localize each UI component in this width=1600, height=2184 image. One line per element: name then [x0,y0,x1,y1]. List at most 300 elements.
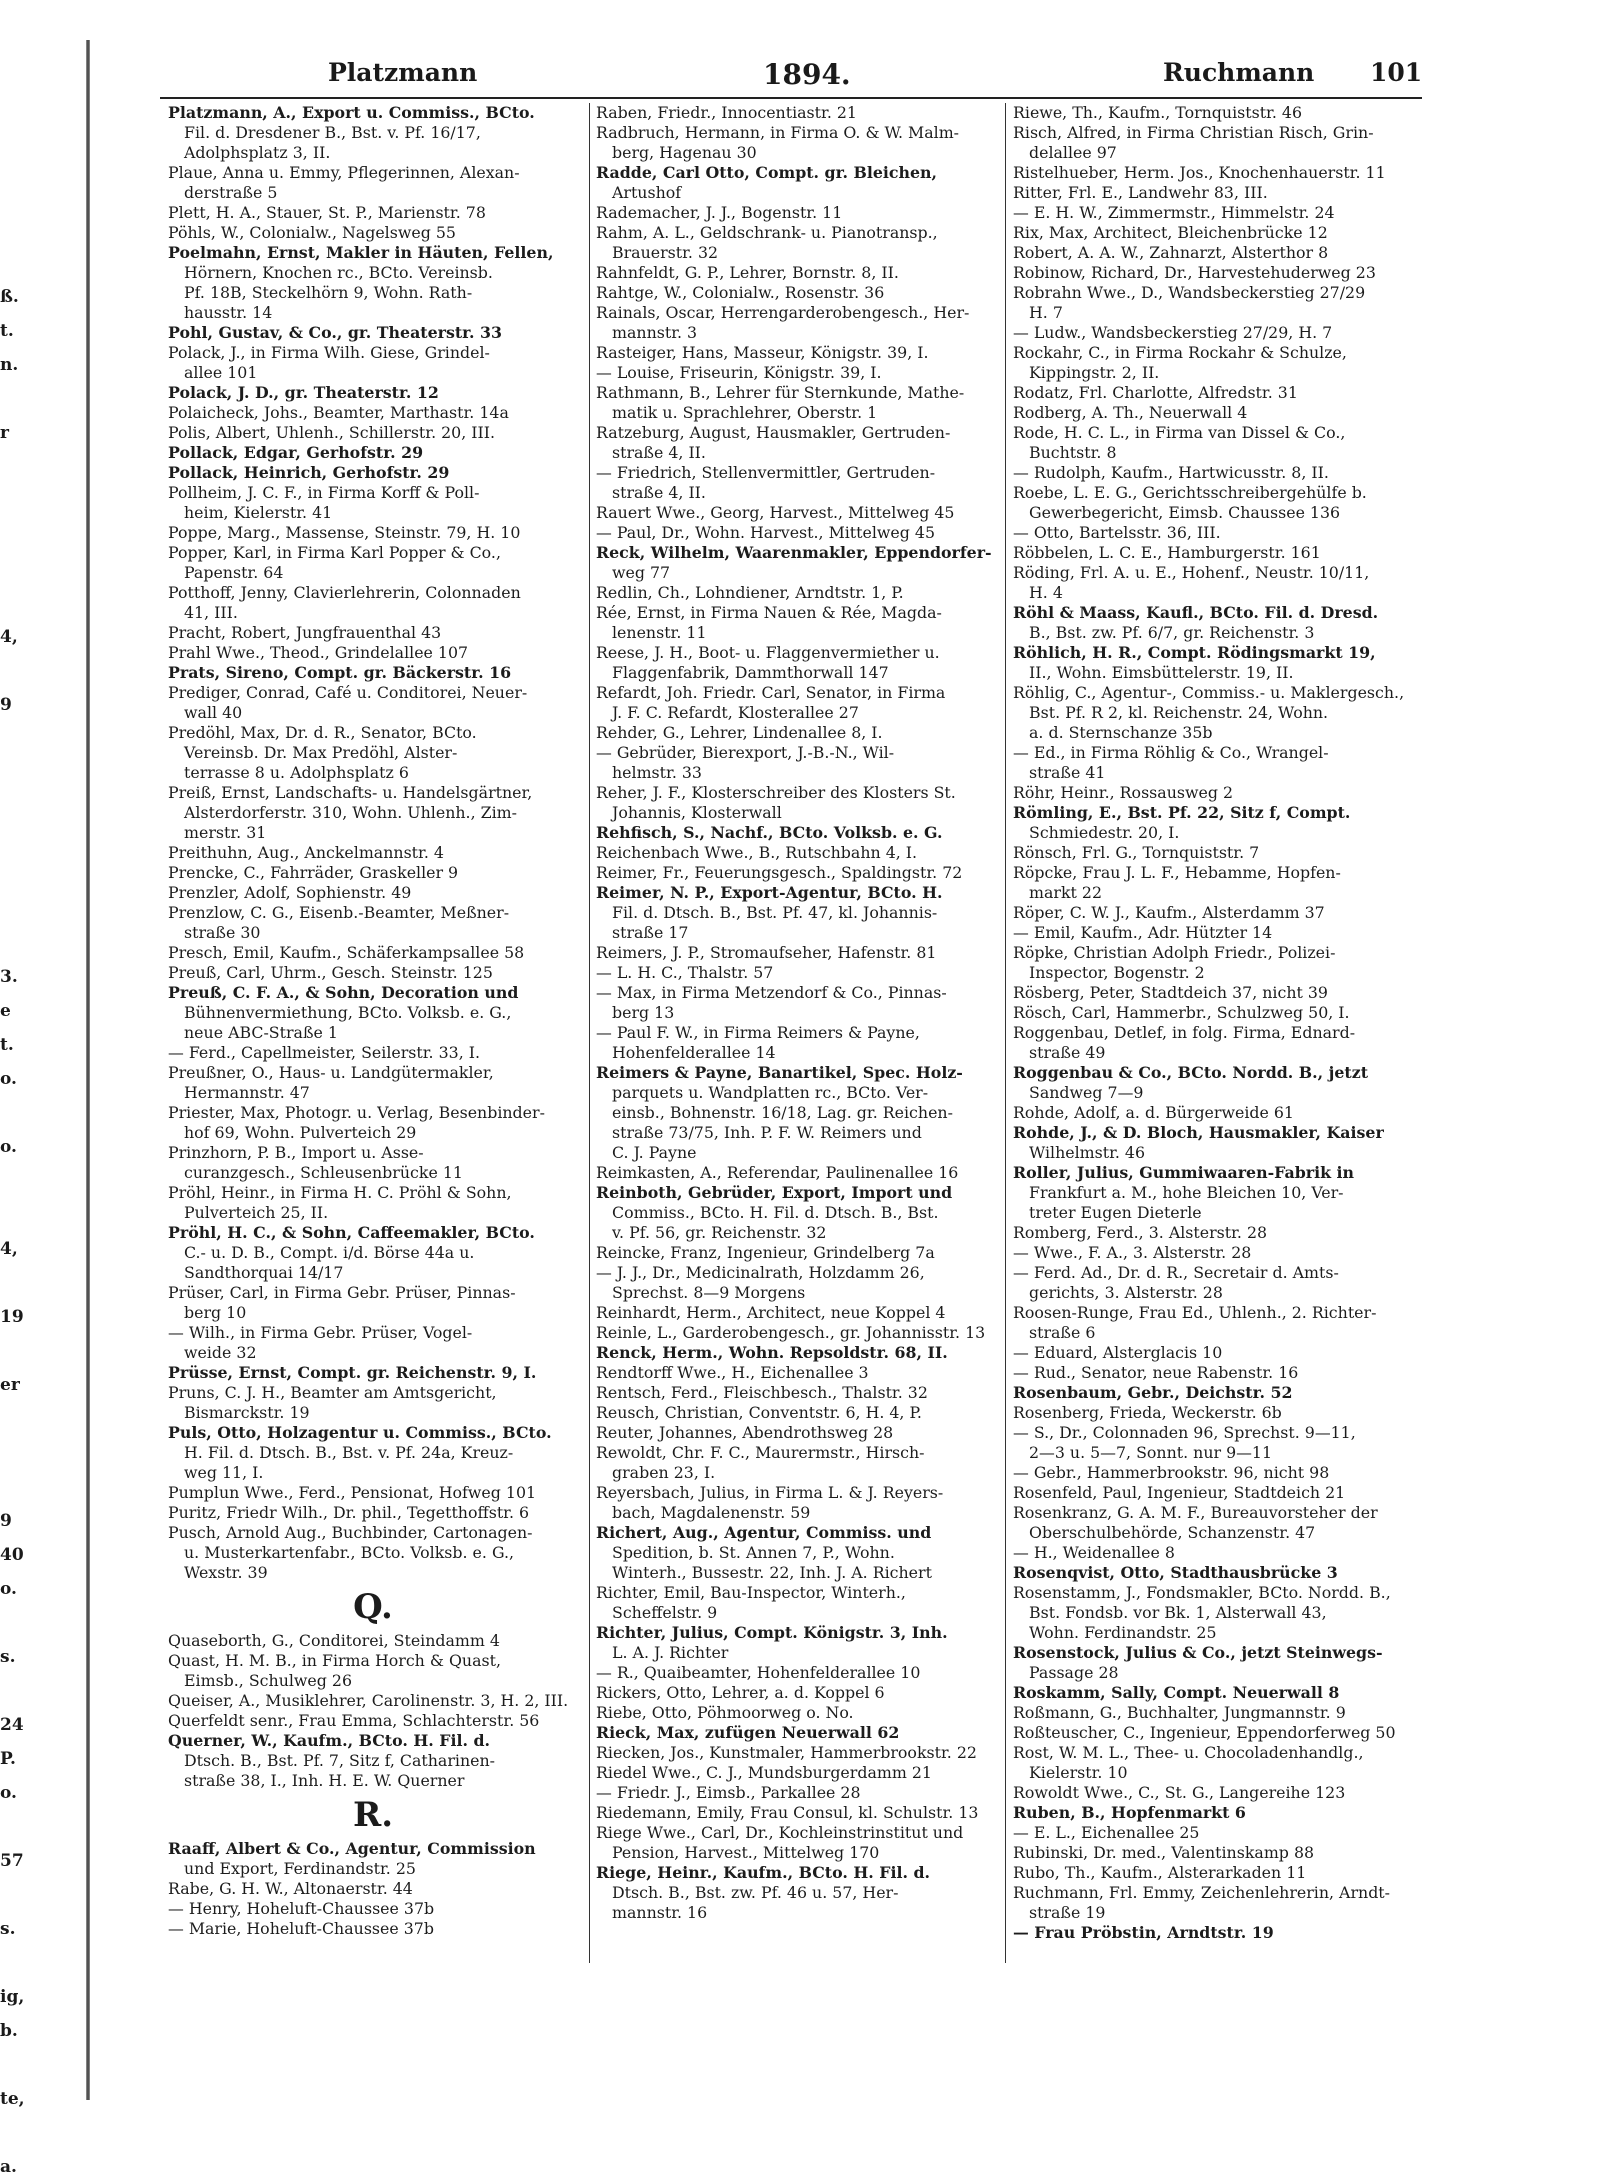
directory-entry-continuation: II., Wohn. Eimsbüttelerstr. 19, II. [1029,663,1294,682]
directory-entry: — Max, in Firma Metzendorf & Co., Pinnas- [596,983,947,1002]
directory-entry: Reinboth, Gebrüder, Export, Import und [596,1183,953,1202]
directory-entry-continuation: Spedition, b. St. Annen 7, P., Wohn. [612,1543,895,1562]
gutter-fragment: r [0,423,9,443]
directory-entry: Röbbelen, L. C. E., Hamburgerstr. 161 [1013,543,1321,562]
directory-entry-continuation: einsb., Bohnenstr. 16/18, Lag. gr. Reichen- [612,1103,953,1122]
directory-entry: Puls, Otto, Holzagentur u. Commiss., BCto. [168,1423,552,1442]
gutter-fragments [0,280,25,2184]
directory-entry: Röpcke, Frau J. L. F., Hebamme, Hopfen- [1013,863,1341,882]
directory-entry: Pollheim, J. C. F., in Firma Korff & Poll- [168,483,480,502]
directory-entry-continuation: Sprechst. 8—9 Morgens [612,1283,806,1302]
directory-entry-continuation: Wohn. Ferdinandstr. 25 [1029,1623,1217,1642]
gutter-fragment: s. [0,1919,16,1939]
directory-entry: Predöhl, Max, Dr. d. R., Senator, BCto. [168,723,477,742]
directory-entry-continuation: Adolphsplatz 3, II. [184,143,331,162]
directory-entry: Römling, E., Bst. Pf. 22, Sitz f, Compt. [1013,803,1351,822]
directory-entry-continuation: Fil. d. Dresdener B., Bst. v. Pf. 16/17, [184,123,481,142]
directory-entry: Potthoff, Jenny, Clavierlehrerin, Colonnaden [168,583,521,602]
directory-entry-continuation: Frankfurt a. M., hohe Bleichen 10, Ver- [1029,1183,1344,1202]
directory-entry: Röhr, Heinr., Rossausweg 2 [1013,783,1234,802]
directory-entry: Rathmann, B., Lehrer für Sternkunde, Mathe- [596,383,965,402]
directory-entry: — H., Weidenallee 8 [1013,1543,1175,1562]
directory-entry-continuation: Hörnern, Knochen rc., BCto. Vereinsb. [184,263,493,282]
directory-entry: Richter, Julius, Compt. Königstr. 3, Inh. [596,1623,948,1642]
directory-entry-continuation: straße 4, II. [612,443,706,462]
gutter-fragment: 57 [0,1851,24,1871]
directory-entry: Reimers, J. P., Stromaufseher, Hafenstr. 81 [596,943,937,962]
directory-entry: Pumplun Wwe., Ferd., Pensionat, Hofweg 101 [168,1483,537,1502]
directory-entry-continuation: Alsterdorferstr. 310, Wohn. Uhlenh., Zim- [184,803,517,822]
directory-entry: Rosenberg, Frieda, Weckerstr. 6b [1013,1403,1282,1422]
directory-entry: Röhl & Maass, Kaufl., BCto. Fil. d. Dresd. [1013,603,1379,622]
gutter-fragment: b. [0,2021,18,2041]
directory-entry: Prahl Wwe., Theod., Grindelallee 107 [168,643,469,662]
directory-entry: Rosenbaum, Gebr., Deichstr. 52 [1013,1383,1293,1402]
directory-entry: — Henry, Hoheluft-Chaussee 37b [168,1899,435,1918]
directory-entry: Pracht, Robert, Jungfrauenthal 43 [168,623,442,642]
gutter-fragment: o. [0,1069,17,1089]
directory-entry: Preuß, C. F. A., & Sohn, Decoration und [168,983,519,1002]
gutter-fragment [0,1470,22,1504]
gutter-fragment: 3. [0,967,18,987]
directory-entry: Puritz, Friedr Wilh., Dr. phil., Tegetthoffstr. 6 [168,1503,530,1522]
directory-entry: Platzmann, A., Export u. Commiss., BCto. [168,103,535,122]
directory-entry: Rubo, Th., Kaufm., Alsterarkaden 11 [1013,1863,1307,1882]
header-rule [160,97,1422,99]
directory-entry-continuation: heim, Kielerstr. 41 [184,503,333,522]
directory-entry: Riedel Wwe., C. J., Mundsburgerdamm 21 [596,1763,932,1782]
directory-entry: Queiser, A., Musiklehrer, Carolinenstr. 3, H. 2, III. [168,1691,569,1710]
gutter-fragment [0,1096,22,1130]
directory-entry-continuation: straße 41 [1029,763,1106,782]
directory-entry: Pruns, C. J. H., Beamter am Amtsgericht, [168,1383,497,1402]
directory-entry: — Marie, Hoheluft-Chaussee 37b [168,1919,434,1938]
header-right-catchword: Ruchmann [1163,58,1315,87]
directory-entry: Rentsch, Ferd., Fleischbesch., Thalstr. 32 [596,1383,928,1402]
directory-entry-continuation: Hohenfelderallee 14 [612,1043,776,1062]
gutter-fragment: a. [0,2157,17,2177]
directory-entry: Pusch, Arnold Aug., Buchbinder, Cartonagen- [168,1523,533,1542]
directory-entry: — Wilh., in Firma Gebr. Prüser, Vogel- [168,1323,473,1342]
gutter-fragment: te, [0,2089,25,2109]
directory-entry: Plett, H. A., Stauer, St. P., Marienstr. 78 [168,203,486,222]
directory-entry-continuation: Hermannstr. 47 [184,1083,310,1102]
gutter-fragment: s. [0,1647,16,1667]
directory-entry-continuation: C.- u. D. B., Compt. i/d. Börse 44a u. [184,1243,475,1262]
directory-entry: Reck, Wilhelm, Waarenmakler, Eppendorfer- [596,543,992,562]
directory-entry-continuation: H. 4 [1029,583,1063,602]
gutter-fragment: o. [0,1783,17,1803]
gutter-fragment [0,790,22,824]
directory-entry: Riedemann, Emily, Frau Consul, kl. Schulstr. 13 [596,1803,979,1822]
directory-entry: Reinle, L., Garderobengesch., gr. Johannisstr. 13 [596,1323,986,1342]
gutter-fragment [0,382,22,416]
directory-entry: Rohde, J., & D. Bloch, Hausmakler, Kaiser [1013,1123,1384,1142]
gutter-fragment [0,1402,22,1436]
gutter-fragment [0,1164,22,1198]
directory-entry-continuation: Gewerbegericht, Eimsb. Chaussee 136 [1029,503,1341,522]
directory-entry: Röding, Frl. A. u. E., Hohenf., Neustr. 10/11, [1013,563,1370,582]
directory-entry-continuation: straße 30 [184,923,261,942]
directory-entry-continuation: v. Pf. 56, gr. Reichenstr. 32 [612,1223,827,1242]
directory-entry: Rohde, Adolf, a. d. Bürgerweide 61 [1013,1103,1294,1122]
directory-entry: Röper, C. W. J., Kaufm., Alsterdamm 37 [1013,903,1325,922]
directory-entry: — Paul F. W., in Firma Reimers & Payne, [596,1023,920,1042]
gutter-fragment: o. [0,1137,17,1157]
directory-entry: — Frau Pröbstin, Arndtstr. 19 [1013,1923,1274,1942]
directory-entry: Riege, Heinr., Kaufm., BCto. H. Fil. d. [596,1863,931,1882]
directory-entry-continuation: Bst. Pf. R 2, kl. Reichenstr. 24, Wohn. [1029,703,1329,722]
directory-entry: Prats, Sireno, Compt. gr. Bäckerstr. 16 [168,663,512,682]
page-number: 101 [1370,58,1423,87]
gutter-fragment [0,1946,22,1980]
directory-entry: Rée, Ernst, in Firma Nauen & Rée, Magda- [596,603,942,622]
directory-entry: Renck, Herm., Wohn. Repsoldstr. 68, II. [596,1343,948,1362]
directory-entry-continuation: straße 17 [612,923,689,942]
directory-entry-continuation: a. d. Sternschanze 35b [1029,723,1213,742]
directory-entry-continuation: H. Fil. d. Dtsch. B., Bst. v. Pf. 24a, Kreuz- [184,1443,514,1462]
directory-entry-continuation: straße 38, I., Inh. H. E. W. Querner [184,1771,465,1790]
directory-column-1 [168,103,578,1939]
directory-entry-continuation: lenenstr. 11 [612,623,707,642]
directory-entry-continuation: treter Eugen Dieterle [1029,1203,1202,1222]
directory-entry: Rode, H. C. L., in Firma van Dissel & Co., [1013,423,1346,442]
directory-entry: Quaseborth, G., Conditorei, Steindamm 4 [168,1631,500,1650]
directory-entry-continuation: Wexstr. 39 [184,1563,268,1582]
directory-entry: Rickers, Otto, Lehrer, a. d. Koppel 6 [596,1683,885,1702]
gutter-fragment [0,722,22,756]
directory-entry: Preußner, O., Haus- u. Landgütermakler, [168,1063,494,1082]
directory-entry: — L. H. C., Thalstr. 57 [596,963,774,982]
directory-entry-continuation: terrasse 8 u. Adolphsplatz 6 [184,763,409,782]
directory-entry: Prencke, C., Fahrräder, Graskeller 9 [168,863,459,882]
directory-entry-continuation: Inspector, Bogenstr. 2 [1029,963,1205,982]
directory-entry-continuation: hof 69, Wohn. Pulverteich 29 [184,1123,417,1142]
directory-entry-continuation: Bismarckstr. 19 [184,1403,310,1422]
directory-entry-continuation: J. F. C. Refardt, Klosterallee 27 [612,703,859,722]
gutter-fragment [0,1878,22,1912]
gutter-fragment [0,1436,22,1470]
directory-entry-continuation: Passage 28 [1029,1663,1119,1682]
directory-entry: Pröhl, Heinr., in Firma H. C. Pröhl & Sohn, [168,1183,512,1202]
directory-entry-continuation: Dtsch. B., Bst. zw. Pf. 46 u. 57, Her- [612,1883,899,1902]
gutter-fragment: 9 [0,1511,12,1531]
gutter-fragment [0,2048,22,2082]
directory-entry: Reinhardt, Herm., Architect, neue Koppel 4 [596,1303,946,1322]
directory-entry: Romberg, Ferd., 3. Alsterstr. 28 [1013,1223,1268,1242]
directory-entry: Rost, W. M. L., Thee- u. Chocoladenhandlg., [1013,1743,1364,1762]
column-separator [589,103,590,1963]
directory-entry-continuation: Pf. 18B, Steckelhörn 9, Wohn. Rath- [184,283,473,302]
directory-entry-continuation: Bst. Fondsb. vor Bk. 1, Alsterwall 43, [1029,1603,1327,1622]
directory-column-2 [596,103,1006,1923]
directory-entry: Roskamm, Sally, Compt. Neuerwall 8 [1013,1683,1340,1702]
directory-entry-continuation: derstraße 5 [184,183,278,202]
directory-entry: Rademacher, J. J., Bogenstr. 11 [596,203,843,222]
directory-entry: Rehfisch, S., Nachf., BCto. Volksb. e. G. [596,823,943,842]
directory-entry: Polis, Albert, Uhlenh., Schillerstr. 20, III. [168,423,496,442]
directory-entry: Querfeldt senr., Frau Emma, Schlachterstr. 56 [168,1711,540,1730]
directory-entry-continuation: weide 32 [184,1343,257,1362]
left-page-edge [0,0,98,2177]
directory-entry: — Ferd. Ad., Dr. d. R., Secretair d. Amts- [1013,1263,1339,1282]
directory-entry-continuation: delallee 97 [1029,143,1117,162]
directory-entry: Reese, J. H., Boot- u. Flaggenvermiether u. [596,643,940,662]
directory-entry: Rosenfeld, Paul, Ingenieur, Stadtdeich 21 [1013,1483,1346,1502]
gutter-fragment [0,450,22,484]
directory-entry: Poppe, Marg., Massense, Steinstr. 79, H. 10 [168,523,521,542]
directory-entry-continuation: straße 73/75, Inh. P. F. W. Reimers und [612,1123,922,1142]
directory-entry: — Emil, Kaufm., Adr. Hützter 14 [1013,923,1273,942]
directory-entry-continuation: mannstr. 3 [612,323,698,342]
directory-entry-continuation: merstr. 31 [184,823,267,842]
directory-entry: Rösberg, Peter, Stadtdeich 37, nicht 39 [1013,983,1328,1002]
directory-entry-continuation: Sandthorquai 14/17 [184,1263,344,1282]
directory-entry: Roggenbau, Detlef, in folg. Firma, Ednard- [1013,1023,1356,1042]
directory-entry-continuation: Winterh., Bussestr. 22, Inh. J. A. Richert [612,1563,932,1582]
directory-entry: — Eduard, Alsterglacis 10 [1013,1343,1223,1362]
directory-entry-continuation: Kippingstr. 2, II. [1029,363,1160,382]
directory-entry-continuation: Commiss., BCto. H. Fil. d. Dtsch. B., Bst. [612,1203,939,1222]
directory-entry-continuation: Dtsch. B., Bst. Pf. 7, Sitz f, Catharinen- [184,1751,495,1770]
directory-entry-continuation: und Export, Ferdinandstr. 25 [184,1859,416,1878]
directory-entry: Ratzeburg, August, Hausmakler, Gertruden- [596,423,951,442]
directory-entry: Rix, Max, Architect, Bleichenbrücke 12 [1013,223,1328,242]
directory-entry: Rehder, G., Lehrer, Lindenallee 8, I. [596,723,883,742]
directory-entry: Prinzhorn, P. B., Import u. Asse- [168,1143,424,1162]
directory-entry-continuation: u. Musterkartenfabr., BCto. Volksb. e. G., [184,1543,515,1562]
directory-entry: Preithuhn, Aug., Anckelmannstr. 4 [168,843,444,862]
gutter-fragment: ig, [0,1987,25,2007]
gutter-fragment [0,1674,22,1708]
gutter-fragment: o. [0,1579,17,1599]
gutter-fragment: ß. [0,287,19,307]
directory-entry-continuation: berg 13 [612,1003,675,1022]
directory-entry-continuation: 2—3 u. 5—7, Sonnt. nur 9—11 [1029,1443,1273,1462]
directory-entry-continuation: Pulverteich 25, II. [184,1203,329,1222]
directory-entry-continuation: B., Bst. zw. Pf. 6/7, gr. Reichenstr. 3 [1029,623,1315,642]
directory-entry: Roebe, L. E. G., Gerichtsschreibergehülfe b. [1013,483,1367,502]
directory-entry: — J. J., Dr., Medicinalrath, Holzdamm 26, [596,1263,925,1282]
directory-entry: Röhlig, C., Agentur-, Commiss.- u. Maklergesch., [1013,683,1405,702]
binding-shadow [86,40,90,2100]
directory-entry: Pröhl, H. C., & Sohn, Caffeemakler, BCto. [168,1223,535,1242]
directory-entry-continuation: Johannis, Klosterwall [612,803,782,822]
directory-entry: Roßmann, G., Buchhalter, Jungmannstr. 9 [1013,1703,1346,1722]
directory-entry-continuation: Flaggenfabrik, Dammthorwall 147 [612,663,889,682]
gutter-fragment: 24 [0,1715,24,1735]
directory-entry: Priester, Max, Photogr. u. Verlag, Besenbinder- [168,1103,545,1122]
directory-entry: Richert, Aug., Agentur, Commiss. und [596,1523,932,1542]
directory-entry-continuation: Fil. d. Dtsch. B., Bst. Pf. 47, kl. Johannis- [612,903,938,922]
directory-entry: Polack, J. D., gr. Theaterstr. 12 [168,383,439,402]
directory-entry: Riecken, Jos., Kunstmaler, Hammerbrookstr. 22 [596,1743,977,1762]
directory-entry: Redlin, Ch., Lohndiener, Arndtstr. 1, P. [596,583,904,602]
directory-entry: Ruchmann, Frl. Emmy, Zeichenlehrerin, Arndt- [1013,1883,1390,1902]
directory-entry: Roßteuscher, C., Ingenieur, Eppendorferweg 50 [1013,1723,1396,1742]
directory-entry: Rönsch, Frl. G., Tornquiststr. 7 [1013,843,1260,862]
directory-entry-continuation: Papenstr. 64 [184,563,284,582]
directory-entry: Raben, Friedr., Innocentiastr. 21 [596,103,857,122]
gutter-fragment [0,926,22,960]
gutter-fragment: 40 [0,1545,24,1565]
directory-entry: Riege Wwe., Carl, Dr., Kochleinstrinstitut und [596,1823,964,1842]
directory-entry: Reimer, N. P., Export-Agentur, BCto. H. [596,883,943,902]
directory-entry-continuation: Vereinsb. Dr. Max Predöhl, Alster- [184,743,458,762]
directory-entry-continuation: wall 40 [184,703,243,722]
directory-entry: Raaff, Albert & Co., Agentur, Commission [168,1839,536,1858]
gutter-fragment: e [0,1001,11,1021]
directory-entry: Rowoldt Wwe., C., St. G., Langereihe 123 [1013,1783,1346,1802]
directory-entry: Robrahn Wwe., D., Wandsbeckerstieg 27/29 [1013,283,1366,302]
gutter-fragment: t. [0,1035,14,1055]
directory-entry: Prenzler, Adolf, Sophienstr. 49 [168,883,412,902]
gutter-fragment: t. [0,321,14,341]
directory-entry-continuation: helmstr. 33 [612,763,702,782]
directory-entry: Ritter, Frl. E., Landwehr 83, III. [1013,183,1268,202]
directory-entry: Prüser, Carl, in Firma Gebr. Prüser, Pinnas- [168,1283,516,1302]
directory-entry: Rösch, Carl, Hammerbr., Schulzweg 50, I. [1013,1003,1350,1022]
directory-entry: Ristelhueber, Herm. Jos., Knochenhauerstr. 11 [1013,163,1386,182]
directory-entry: Presch, Emil, Kaufm., Schäferkampsallee 58 [168,943,525,962]
directory-entry-continuation: C. J. Payne [612,1143,697,1162]
directory-entry: Roggenbau & Co., BCto. Nordd. B., jetzt [1013,1063,1368,1082]
directory-entry: Reimers & Payne, Banartikel, Spec. Holz- [596,1063,963,1082]
directory-entry-continuation: Sandweg 7—9 [1029,1083,1144,1102]
gutter-fragment [0,552,22,586]
gutter-fragment [0,756,22,790]
directory-entry: Radde, Carl Otto, Compt. gr. Bleichen, [596,163,938,182]
directory-entry-continuation: bach, Magdalenenstr. 59 [612,1503,811,1522]
gutter-fragment [0,1266,22,1300]
directory-entry: Rasteiger, Hans, Masseur, Königstr. 39, I. [596,343,929,362]
directory-entry: Roller, Julius, Gummiwaaren-Fabrik in [1013,1163,1355,1182]
directory-entry: — Rudolph, Kaufm., Hartwicusstr. 8, II. [1013,463,1329,482]
directory-entry-continuation: berg, Hagenau 30 [612,143,757,162]
directory-entry-continuation: matik u. Sprachlehrer, Oberstr. 1 [612,403,878,422]
directory-entry: Pollack, Heinrich, Gerhofstr. 29 [168,463,450,482]
gutter-fragment [0,1810,22,1844]
directory-entry: Refardt, Joh. Friedr. Carl, Senator, in Firma [596,683,946,702]
gutter-fragment [0,824,22,858]
directory-entry-continuation: berg 10 [184,1303,247,1322]
section-letter: R. [352,1795,394,1835]
directory-entry: Polack, J., in Firma Wilh. Giese, Grindel- [168,343,490,362]
gutter-fragment [0,1606,22,1640]
directory-entry: — S., Dr., Colonnaden 96, Sprechst. 9—11, [1013,1423,1356,1442]
header-left-catchword: Platzmann [328,58,478,87]
directory-entry: Rockahr, C., in Firma Rockahr & Schulze, [1013,343,1347,362]
directory-entry-continuation: Pension, Harvest., Mittelweg 170 [612,1843,880,1862]
directory-entry-continuation: straße 6 [1029,1323,1096,1342]
directory-entry: Ruben, B., Hopfenmarkt 6 [1013,1803,1246,1822]
directory-entry: — Wwe., F. A., 3. Alsterstr. 28 [1013,1243,1252,1262]
directory-entry: — Gebr., Hammerbrookstr. 96, nicht 98 [1013,1463,1330,1482]
directory-entry: — Otto, Bartelsstr. 36, III. [1013,523,1221,542]
directory-entry: Pollack, Edgar, Gerhofstr. 29 [168,443,424,462]
directory-entry: Roosen-Runge, Frau Ed., Uhlenh., 2. Richter- [1013,1303,1377,1322]
directory-entry: Robinow, Richard, Dr., Harvestehuderweg 23 [1013,263,1376,282]
gutter-fragment [0,1334,22,1368]
gutter-fragment [0,858,22,892]
directory-entry: — Ferd., Capellmeister, Seilerstr. 33, I. [168,1043,480,1062]
directory-entry-continuation: curanzgesch., Schleusenbrücke 11 [184,1163,463,1182]
directory-entry: Reimkasten, A., Referendar, Paulinenallee 16 [596,1163,959,1182]
gutter-fragment [0,586,22,620]
directory-entry: Querner, W., Kaufm., BCto. H. Fil. d. [168,1731,491,1750]
directory-entry: Poelmahn, Ernst, Makler in Häuten, Fellen, [168,243,554,262]
directory-entry: Rodberg, A. Th., Neuerwall 4 [1013,403,1248,422]
directory-entry-continuation: parquets u. Wandplatten rc., BCto. Ver- [612,1083,929,1102]
directory-entry: Rosenstamm, J., Fondsmakler, BCto. Nordd. B., [1013,1583,1391,1602]
directory-entry: Popper, Karl, in Firma Karl Popper & Co., [168,543,501,562]
page-header [0,58,1600,98]
gutter-fragment [0,1198,22,1232]
directory-entry: Röpke, Christian Adolph Friedr., Polizei- [1013,943,1336,962]
directory-entry-continuation: straße 49 [1029,1043,1106,1062]
directory-entry: — Ed., in Firma Röhlig & Co., Wrangel- [1013,743,1329,762]
directory-entry-continuation: Brauerstr. 32 [612,243,719,262]
directory-entry-continuation: Wilhelmstr. 46 [1029,1143,1146,1162]
directory-entry: Reusch, Christian, Conventstr. 6, H. 4, P. [596,1403,922,1422]
directory-entry: Reimer, Fr., Feuerungsgesch., Spaldingstr. 72 [596,863,963,882]
directory-entry-continuation: straße 19 [1029,1903,1106,1922]
directory-entry-continuation: markt 22 [1029,883,1102,902]
directory-entry-continuation: hausstr. 14 [184,303,273,322]
directory-entry: Riebe, Otto, Pöhmoorweg o. No. [596,1703,854,1722]
directory-entry: Rosenstock, Julius & Co., jetzt Steinwegs- [1013,1643,1383,1662]
directory-entry: — E. L., Eichenallee 25 [1013,1823,1200,1842]
gutter-fragment: n. [0,355,19,375]
directory-entry-continuation: mannstr. 16 [612,1903,708,1922]
gutter-fragment [0,484,22,518]
directory-entry: Preuß, Carl, Uhrm., Gesch. Steinstr. 125 [168,963,493,982]
directory-entry: Pöhls, W., Colonialw., Nagelsweg 55 [168,223,456,242]
directory-entry: — Paul, Dr., Wohn. Harvest., Mittelweg 45 [596,523,935,542]
section-letter: Q. [353,1587,393,1627]
directory-entry: Röhlich, H. R., Compt. Rödingsmarkt 19, [1013,643,1376,662]
directory-entry: Quast, H. M. B., in Firma Horch & Quast, [168,1651,501,1670]
directory-entry-continuation: Kielerstr. 10 [1029,1763,1128,1782]
directory-entry-continuation: gerichts, 3. Alsterstr. 28 [1029,1283,1223,1302]
directory-entry-continuation: L. A. J. Richter [612,1643,729,1662]
directory-entry-continuation: Buchtstr. 8 [1029,443,1117,462]
directory-column-3 [1013,103,1423,1943]
directory-entry-continuation: 41, III. [184,603,238,622]
directory-entry-continuation: graben 23, I. [612,1463,716,1482]
directory-entry-continuation: Oberschulbehörde, Schanzenstr. 47 [1029,1523,1316,1542]
gutter-fragment: P. [0,1749,16,1769]
directory-entry: Reyersbach, Julius, in Firma L. & J. Reyers- [596,1483,944,1502]
directory-entry-continuation: weg 77 [612,563,671,582]
directory-entry: Rabe, G. H. W., Altonaerstr. 44 [168,1879,413,1898]
directory-entry: Reher, J. F., Klosterschreiber des Klosters St. [596,783,956,802]
directory-entry: Plaue, Anna u. Emmy, Pflegerinnen, Alexan- [168,163,520,182]
directory-entry: — R., Quaibeamter, Hohenfelderallee 10 [596,1663,921,1682]
directory-entry: — Friedrich, Stellenvermittler, Gertruden- [596,463,936,482]
directory-entry-continuation: Artushof [612,183,682,202]
gutter-fragment: 4, [0,1239,18,1259]
directory-entry: Rainals, Oscar, Herrengarderobengesch., Her- [596,303,970,322]
directory-entry: Risch, Alfred, in Firma Christian Risch, Grin- [1013,123,1374,142]
gutter-fragment: er [0,1375,20,1395]
directory-entry: Prenzlow, C. G., Eisenb.-Beamter, Meßner- [168,903,510,922]
directory-entry: — Ludw., Wandsbeckerstieg 27/29, H. 7 [1013,323,1333,342]
directory-entry: Reuter, Johannes, Abendrothsweg 28 [596,1423,894,1442]
directory-entry: Robert, A. A. W., Zahnarzt, Alsterthor 8 [1013,243,1329,262]
directory-entry: Rodatz, Frl. Charlotte, Alfredstr. 31 [1013,383,1298,402]
directory-entry: Rauert Wwe., Georg, Harvest., Mittelweg 45 [596,503,955,522]
